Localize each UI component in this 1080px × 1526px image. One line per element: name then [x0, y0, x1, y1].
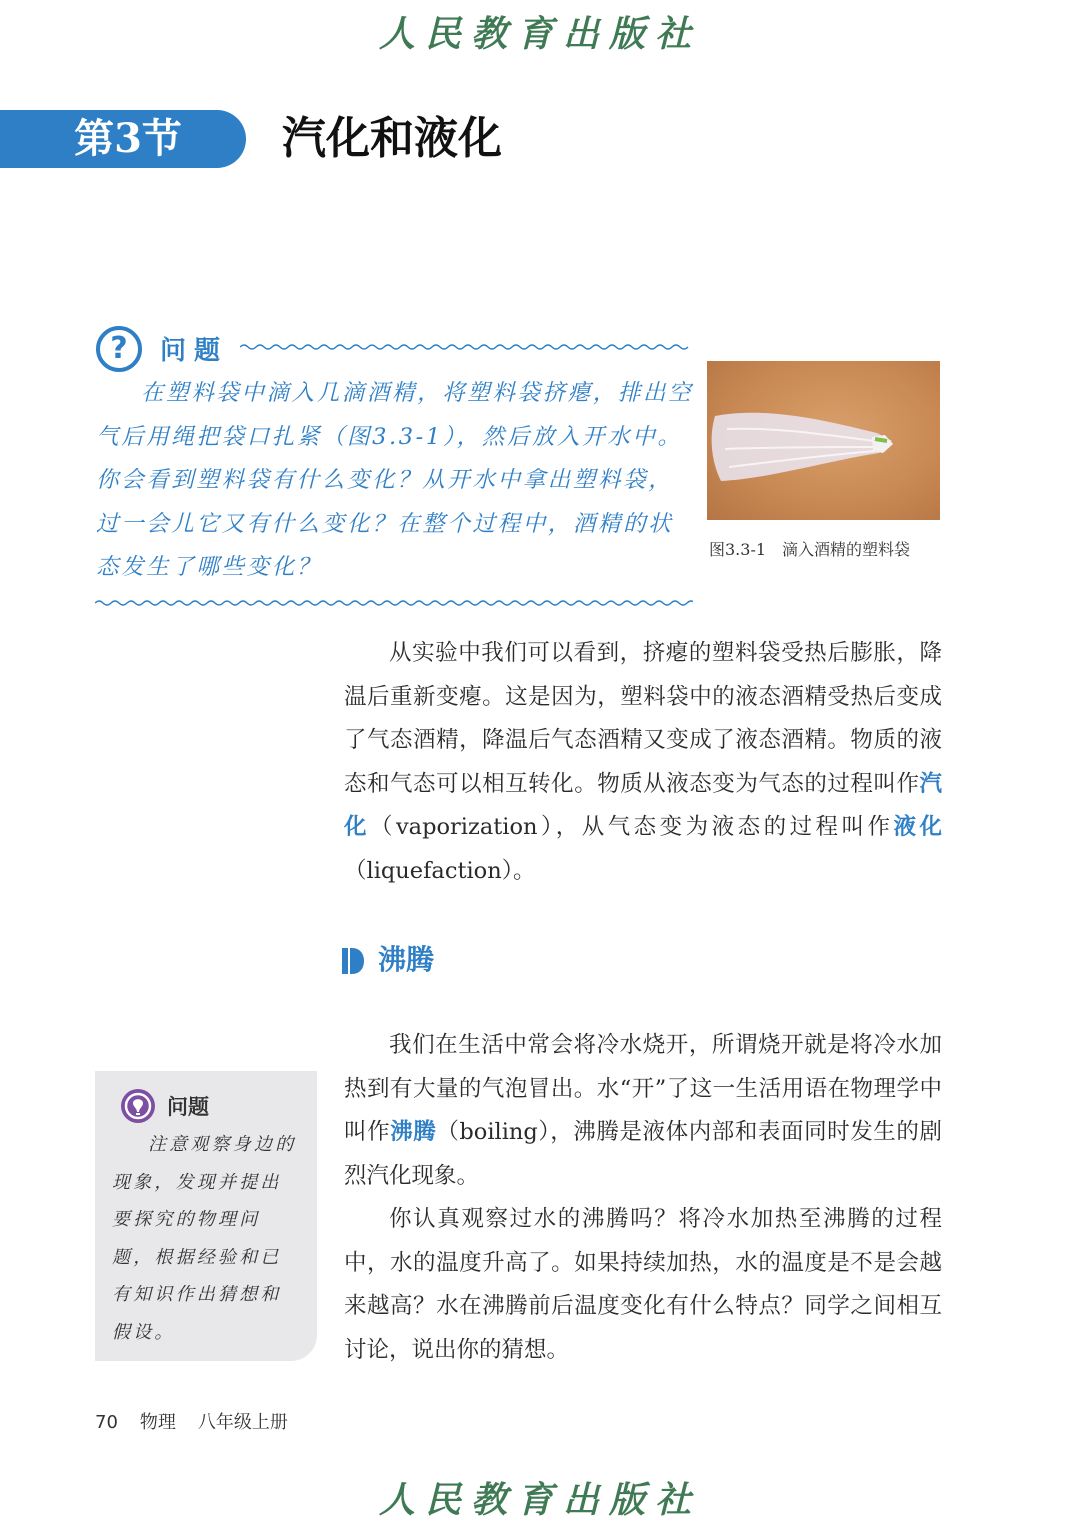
footer-grade: 八年级上册: [197, 1412, 288, 1433]
term-liquefaction: 液化: [893, 814, 942, 840]
page-number: 70: [95, 1412, 118, 1433]
side-note-box: [95, 1071, 317, 1361]
page-footer: [95, 1408, 310, 1434]
term-vaporization: 汽化: [344, 770, 942, 840]
subsection-heading: [342, 942, 434, 978]
section-title: 汽化和液化: [282, 113, 502, 164]
figure-caption: [709, 537, 910, 560]
boiling-paragraph-block: [344, 1024, 942, 1372]
footer-subject: 物理: [139, 1412, 176, 1433]
term-boiling: 沸腾: [390, 1119, 437, 1145]
subsection-title: 沸腾: [378, 943, 435, 976]
boiling-text-b: （boiling），沸腾是液体内部和表面同时发生的剧烈汽化现象。: [344, 1119, 942, 1189]
question-mark-icon: ?: [96, 326, 142, 372]
question-text: 在塑料袋中滴入几滴酒精，将塑料袋挤瘪，排出空气后用绳把袋口扎紧（图3.3-1），然后放入开水中。你会看到塑料袋有什么变化？从开水中拿出塑料袋，过一会儿它又有什么变化？在整个过程中，酒精的状态发生了哪些变化？: [96, 380, 694, 580]
intro-text-a: 从实验中我们可以看到，挤瘪的塑料袋受热后膨胀，降温后重新变瘪。这是因为，塑料袋中的液态酒精受热后变成了气态酒精，降温后气态酒精又变成了液态酒精。物质的液态和气态可以相互转化。物质从液态变为气态的过程叫作: [344, 640, 942, 797]
side-note-text: 注意观察身边的现象，发现并提出要探究的物理问题，根据经验和已有知识作出猜想和假设。: [112, 1134, 297, 1343]
boiling-paragraph-1: [344, 1024, 942, 1198]
boiling-paragraph-2: 你认真观察过水的沸腾吗？将冷水加热至沸腾的过程中，水的温度升高了。如果持续加热，水的温度是不是会越来越高？水在沸腾前后温度变化有什么特点？同学之间相互讨论，说出你的猜想。: [344, 1206, 942, 1363]
question-label: 问题: [160, 336, 229, 366]
lightbulb-icon: [121, 1089, 155, 1123]
wavy-divider-top: [240, 342, 692, 352]
wavy-divider-bottom: [95, 598, 693, 608]
boiling-text-a: 我们在生活中常会将冷水烧开，所谓烧开就是将冷水加热到有大量的气泡冒出。水“开”了这一生活用语在物理学中叫作: [344, 1032, 942, 1145]
intro-paragraph: [344, 632, 942, 893]
figure-caption-text: 滴入酒精的塑料袋: [782, 540, 911, 559]
section-number-tab: 第3节: [0, 110, 246, 168]
publisher-logo-bottom: 人民教育出版社: [378, 1479, 701, 1521]
section-marker-icon: [342, 948, 364, 974]
intro-text-c: （liquefaction）。: [344, 857, 536, 884]
plastic-bag-photo: [707, 361, 940, 520]
figure-number: 图3.3-1: [709, 540, 767, 559]
side-note-label: 问题: [167, 1095, 209, 1119]
intro-text-b: （vaporization），从气态变为液态的过程叫作: [369, 814, 894, 840]
publisher-logo-top: 人民教育出版社: [378, 13, 701, 55]
intro-paragraph-block: [344, 632, 942, 893]
